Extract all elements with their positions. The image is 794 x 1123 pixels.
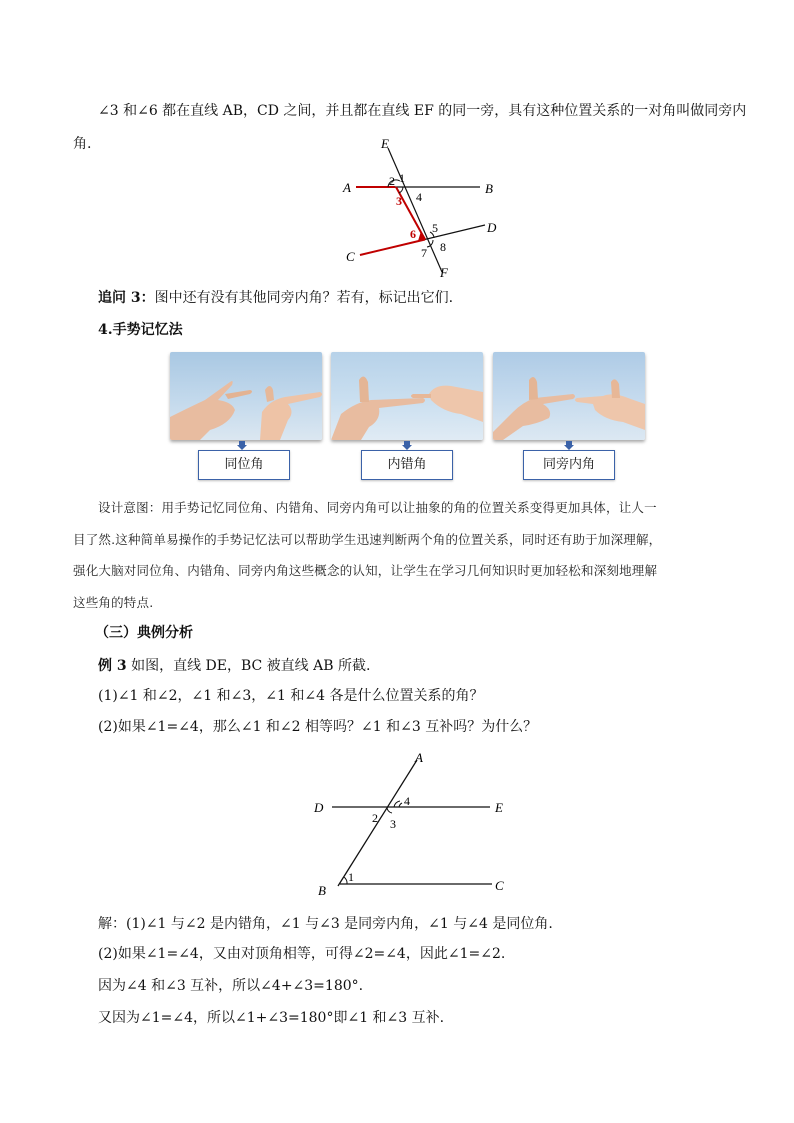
angle-label-4: 4 bbox=[404, 794, 410, 808]
hands-illustration-3 bbox=[493, 352, 645, 440]
figure-same-side-interior-angles bbox=[330, 134, 520, 284]
label-corresponding-angles: 同位角 bbox=[198, 450, 290, 480]
solution-line-3: 因为∠4 和∠3 互补，所以∠4+∠3=180°. bbox=[98, 978, 364, 994]
arrow-down-icon bbox=[564, 441, 574, 450]
hands-illustration-1 bbox=[170, 352, 322, 440]
example-3-question-1: (1)∠1 和∠2，∠1 和∠3，∠1 和∠4 各是什么位置关系的角？ bbox=[98, 688, 484, 704]
angle-arc-3 bbox=[387, 807, 392, 813]
gesture-photo-same-side bbox=[493, 352, 645, 440]
section-three-title: （三）典例分析 bbox=[95, 625, 193, 641]
gesture-photo-corresponding bbox=[170, 352, 322, 440]
design-intent-line-3: 强化大脑对同位角、内错角、同旁内角这些概念的认知，让学生在学习几何知识时更加轻松和深刻地理解 bbox=[73, 563, 658, 578]
label-e: E bbox=[495, 800, 503, 815]
design-intent-line-2: 目了然.这种简单易操作的手势记忆法可以帮助学生迅速判断两个角的位置关系，同时还有助于加深理解， bbox=[73, 532, 662, 547]
figure-example-3 bbox=[308, 748, 518, 898]
solution-line-4: 又因为∠1=∠4，所以∠1+∠3=180°即∠1 和∠3 互补. bbox=[98, 1010, 445, 1026]
angle-label-1: 1 bbox=[399, 171, 405, 185]
example-3-question-2: (2)如果∠1=∠4，那么∠1 和∠2 相等吗？∠1 和∠3 互补吗？为什么？ bbox=[98, 719, 538, 735]
line-ef bbox=[388, 148, 442, 272]
label-a: A bbox=[343, 180, 351, 195]
angle-label-3: 3 bbox=[396, 194, 402, 208]
label-a: A bbox=[415, 750, 423, 765]
angle-label-3: 3 bbox=[390, 817, 396, 831]
solution-line-1: 解：(1)∠1 与∠2 是内错角，∠1 与∠3 是同旁内角，∠1 与∠4 是同位角. bbox=[98, 916, 553, 932]
label-f: F bbox=[440, 265, 448, 280]
label-b: B bbox=[318, 883, 326, 898]
angle-arc-1 bbox=[344, 877, 347, 884]
example-3-text: 如图，直线 DE，BC 被直线 AB 所截. bbox=[126, 658, 371, 674]
followup-question bbox=[98, 288, 453, 308]
angle-label-8: 8 bbox=[440, 240, 446, 254]
hands-illustration-2 bbox=[331, 352, 483, 440]
angle-label-7: 7 bbox=[421, 246, 427, 260]
angle-label-4: 4 bbox=[416, 190, 422, 204]
followup-prefix: 追问 3： bbox=[98, 290, 155, 306]
followup-text: 图中还有没有其他同旁内角？若有，标记出它们. bbox=[154, 290, 454, 306]
design-intent-line-1: 设计意图：用手势记忆同位角、内错角、同旁内角可以让抽象的角的位置关系变得更加具体，让人一 bbox=[98, 500, 657, 515]
arrow-down-icon bbox=[237, 441, 247, 450]
label-d: D bbox=[487, 220, 497, 235]
example-3-prefix: 例 3 bbox=[98, 658, 127, 674]
angle-label-6: 6 bbox=[410, 227, 416, 241]
label-same-side-interior-angles: 同旁内角 bbox=[523, 450, 615, 480]
section-4-title: 4.手势记忆法 bbox=[98, 322, 183, 338]
angle-label-2: 2 bbox=[372, 811, 378, 825]
angle-label-5: 5 bbox=[432, 221, 438, 235]
arrow-down-icon bbox=[402, 441, 412, 450]
label-c: C bbox=[346, 249, 355, 264]
angle-label-1: 1 bbox=[348, 870, 354, 884]
angle-label-2: 2 bbox=[389, 174, 395, 188]
intro-line-1: ∠3 和∠6 都在直线 AB，CD 之间，并且都在直线 EF 的同一旁，具有这种位置关系的一对角叫做同旁内 bbox=[98, 103, 747, 119]
label-c: C bbox=[495, 878, 504, 893]
line-cd-red-segment bbox=[360, 240, 425, 256]
label-b: B bbox=[485, 181, 493, 196]
label-alternate-interior-angles: 内错角 bbox=[361, 450, 453, 480]
example-3-statement bbox=[98, 656, 370, 676]
label-e: E bbox=[381, 136, 389, 151]
gesture-photo-alternate bbox=[331, 352, 483, 440]
solution-line-2: (2)如果∠1=∠4，又由对顶角相等，可得∠2=∠4，因此∠1=∠2. bbox=[98, 946, 506, 962]
label-d: D bbox=[314, 800, 324, 815]
intro-line-2: 角. bbox=[73, 136, 92, 152]
design-intent-line-4: 这些角的特点. bbox=[73, 595, 154, 610]
